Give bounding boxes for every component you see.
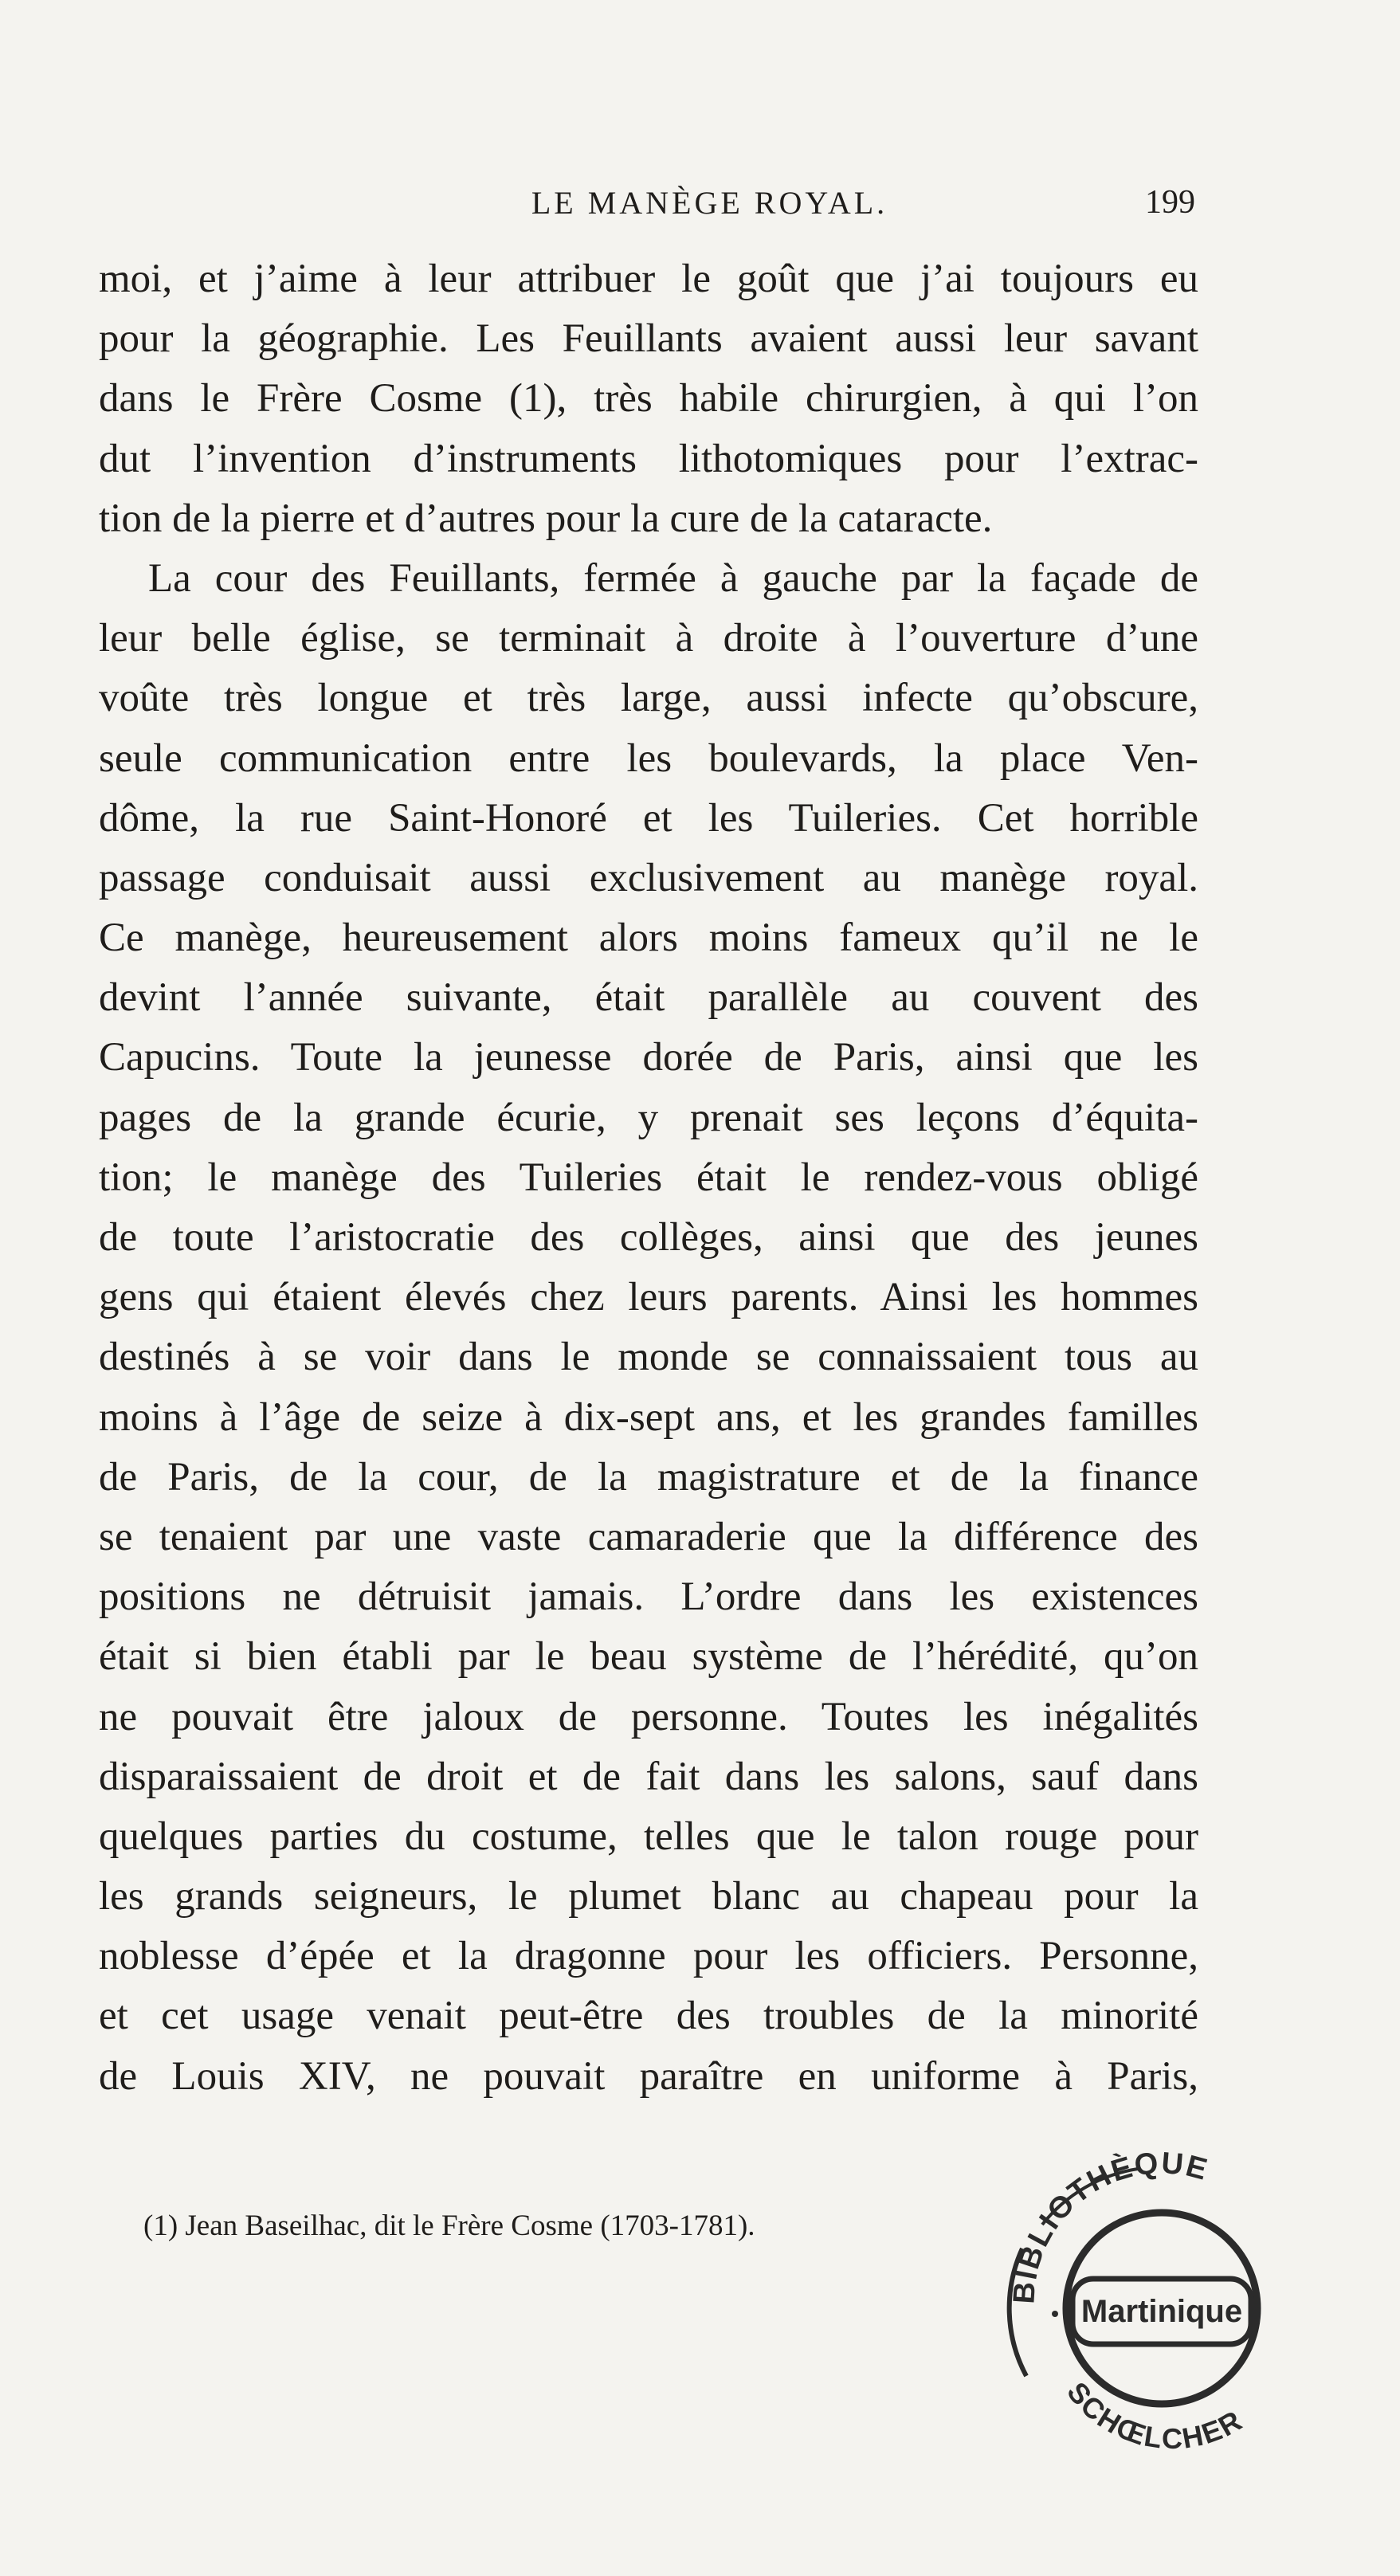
text-line: pour la géographie. Les Feuillants avaient aussi leur savant: [99, 316, 1198, 362]
text-line: disparaissaient de droit et de fait dans les salons, sauf dans: [99, 1754, 1198, 1799]
text-line: de toute l’aristocratie des collèges, ainsi que des jeunes: [99, 1215, 1198, 1260]
text-line: moi, et j’aime à leur attribuer le goût que j’ai toujours eu: [99, 257, 1198, 301]
stamp-center-text: Martinique: [1080, 2294, 1243, 2329]
text-line: dôme, la rue Saint-Honoré et les Tuileries. Cet horrible: [99, 795, 1198, 841]
text-line: et cet usage venait peut-être des troubles de la minorité: [99, 1994, 1198, 2039]
page-number: 199: [1145, 184, 1195, 221]
text-line: passage conduisait aussi exclusivement au manège royal.: [99, 855, 1198, 900]
text-line: Ce manège, heureusement alors moins fameux qu’il ne le: [99, 916, 1198, 961]
text-line: positions ne détruisit jamais. L’ordre dans les existences: [99, 1574, 1198, 1620]
text-line: Capucins. Toute la jeunesse dorée de Paris, ainsi que les: [99, 1035, 1198, 1080]
text-line: était si bien établi par le beau système de l’hérédité, qu’on: [99, 1634, 1198, 1680]
stamp-bottom-text: SCHŒLCHER: [1061, 2375, 1249, 2456]
stamp-dot: [1052, 2311, 1058, 2317]
text-line: tion de la pierre et d’autres pour la cure de la cataracte.: [99, 496, 993, 541]
text-line: ne pouvait être jaloux de personne. Toutes les inégalités: [99, 1694, 1198, 1739]
paragraph-start-line: La cour des Feuillants, fermée à gauche par la façade de: [148, 555, 1198, 601]
footnote: (1) Jean Baseilhac, dit le Frère Cosme (1703-1781).: [143, 2209, 755, 2242]
library-stamp: [978, 2137, 1339, 2456]
text-line: dut l’invention d’instruments lithotomiques pour l’extrac-: [99, 436, 1198, 481]
text-line: tion; le manège des Tuileries était le rendez-vous obligé: [99, 1155, 1198, 1200]
text-line: se tenaient par une vaste camaraderie que la différence des: [99, 1514, 1198, 1559]
text-line: de Paris, de la cour, de la magistrature et de la finance: [99, 1454, 1198, 1500]
text-line: noblesse d’épée et la dragonne pour les officiers. Personne,: [99, 1934, 1198, 1979]
text-line: voûte très longue et très large, aussi infecte qu’obscure,: [99, 676, 1198, 721]
text-line: de Louis XIV, ne pouvait paraître en uniforme à Paris,: [99, 2053, 1198, 2099]
text-line: moins à l’âge de seize à dix-sept ans, et les grandes familles: [99, 1394, 1198, 1440]
text-line: gens qui étaient élevés chez leurs parents. Ainsi les hommes: [99, 1275, 1198, 1320]
running-title: LE MANÈGE ROYAL.: [531, 184, 888, 221]
text-line: devint l’année suivante, était parallèle au couvent des: [99, 975, 1198, 1021]
text-line: seule communication entre les boulevards, la place Ven-: [99, 735, 1198, 781]
text-line: destinés à se voir dans le monde se connaissaient tous au: [99, 1335, 1198, 1380]
text-line: pages de la grande écurie, y prenait ses leçons d’équita-: [99, 1095, 1198, 1140]
text-line: quelques parties du costume, telles que le talon rouge pour: [99, 1813, 1198, 1859]
body-text: [99, 249, 1198, 2107]
running-head: [99, 178, 1198, 226]
text-line: leur belle église, se terminait à droite à l’ouverture d’une: [99, 616, 1198, 661]
text-line: les grands seigneurs, le plumet blanc au chapeau pour la: [99, 1874, 1198, 1919]
text-line: dans le Frère Cosme (1), très habile chirurgien, à qui l’on: [99, 376, 1198, 421]
stamp-top-text: BIBLIOTHÈQUE: [1007, 2146, 1213, 2305]
